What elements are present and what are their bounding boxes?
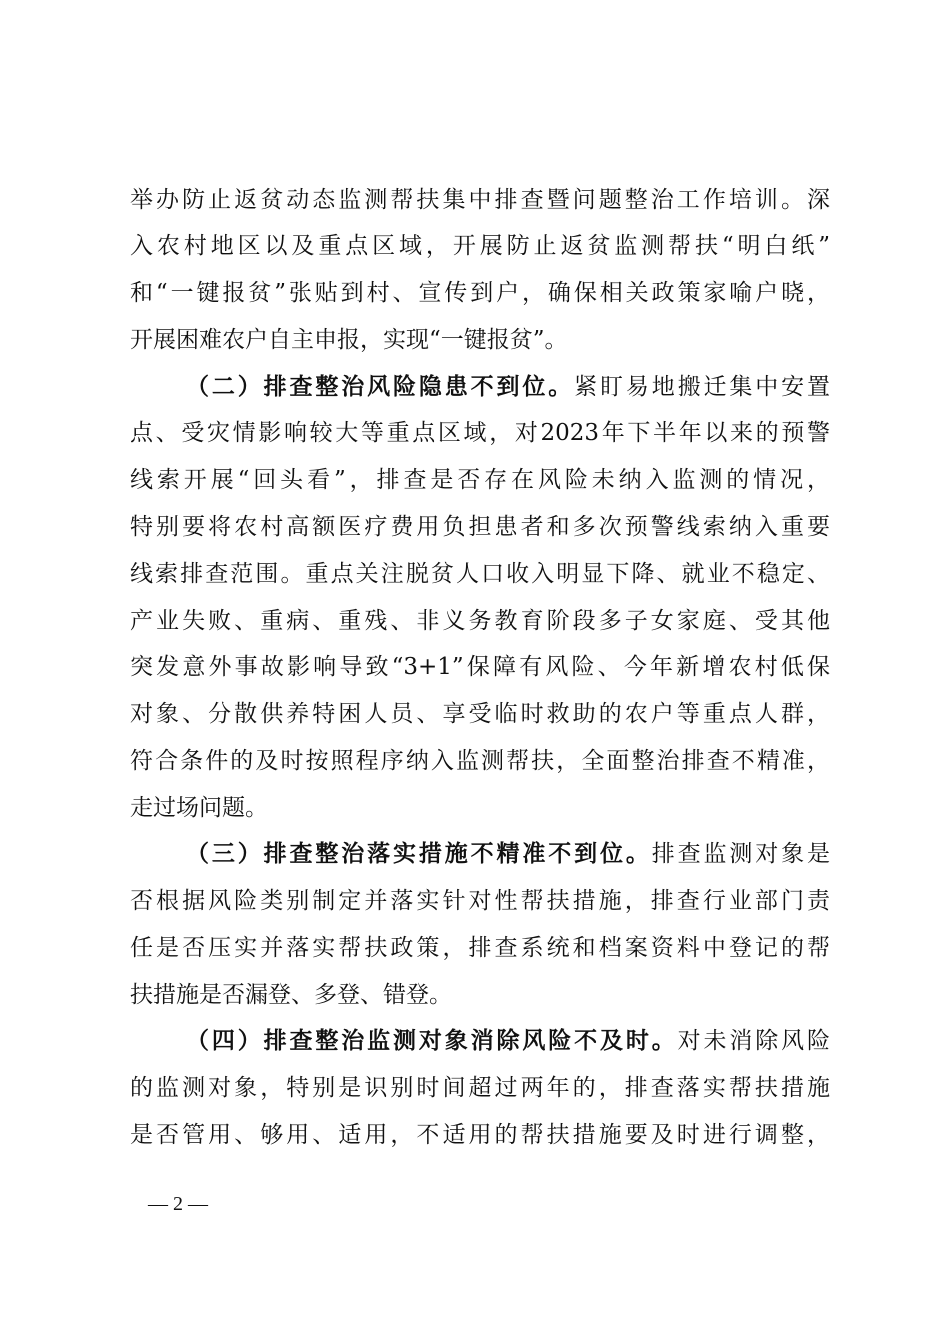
paragraph-2-line-3: 线索开展“回头看”，排查是否存在风险未纳入监测的情况，: [130, 467, 830, 493]
paragraph-2-line-9: 符合条件的及时按照程序纳入监测帮扶，全面整治排查不精准，: [130, 748, 830, 774]
paragraph-3-line-2: 否根据风险类别制定并落实针对性帮扶措施，排查行业部门责: [130, 888, 830, 914]
paragraph-4-heading: （四）排查整治监测对象消除风险不及时。: [186, 1027, 678, 1054]
page-number: — 2 —: [148, 1193, 208, 1215]
paragraph-2-line-10: 走过场问题。: [130, 795, 268, 821]
paragraph-1-line-1: 举办防止返贫动态监测帮扶集中排查暨问题整治工作培训。深: [130, 187, 830, 213]
paragraph-2-line-8: 对象、分散供养特困人员、享受临时救助的农户等重点人群，: [130, 701, 830, 727]
paragraph-3-line-3: 任是否压实并落实帮扶政策，排查系统和档案资料中登记的帮: [130, 935, 830, 961]
paragraph-2-line-6: 产业失败、重病、重残、非义务教育阶段多子女家庭、受其他: [130, 608, 830, 634]
paragraph-2-line-1: （二）排查整治风险隐患不到位。紧盯易地搬迁集中安置: [186, 373, 830, 400]
paragraph-4-line-2: 的监测对象，特别是识别时间超过两年的，排查落实帮扶措施: [130, 1075, 830, 1101]
paragraph-4-line-1: （四）排查整治监测对象消除风险不及时。对未消除风险: [186, 1027, 830, 1054]
paragraph-1-line-4: 开展困难农户自主申报，实现“一键报贫”。: [130, 327, 568, 353]
paragraph-2-line-4: 特别要将农村高额医疗费用负担患者和多次预警线索纳入重要: [130, 514, 830, 540]
paragraph-2-line-5: 线索排查范围。重点关注脱贫人口收入明显下降、就业不稳定、: [130, 561, 830, 587]
paragraph-2-line-2: 点、受灾情影响较大等重点区域，对2023年下半年以来的预警: [130, 420, 830, 446]
paragraph-4-line-3: 是否管用、够用、适用，不适用的帮扶措施要及时进行调整，: [130, 1122, 830, 1148]
paragraph-2-heading: （二）排查整治风险隐患不到位。: [186, 373, 575, 400]
paragraph-1-line-2: 入农村地区以及重点区域，开展防止返贫监测帮扶“明白纸”: [130, 233, 830, 259]
paragraph-3-heading: （三）排查整治落实措施不精准不到位。: [186, 840, 652, 867]
paragraph-1-line-3: 和“一键报贫”张贴到村、宣传到户，确保相关政策家喻户晓，: [130, 280, 830, 306]
paragraph-3-line-1: （三）排查整治落实措施不精准不到位。排查监测对象是: [186, 840, 830, 867]
paragraph-3-line-4: 扶措施是否漏登、多登、错登。: [130, 982, 452, 1008]
paragraph-2-line-7: 突发意外事故影响导致“3+1”保障有风险、今年新增农村低保: [130, 654, 830, 680]
